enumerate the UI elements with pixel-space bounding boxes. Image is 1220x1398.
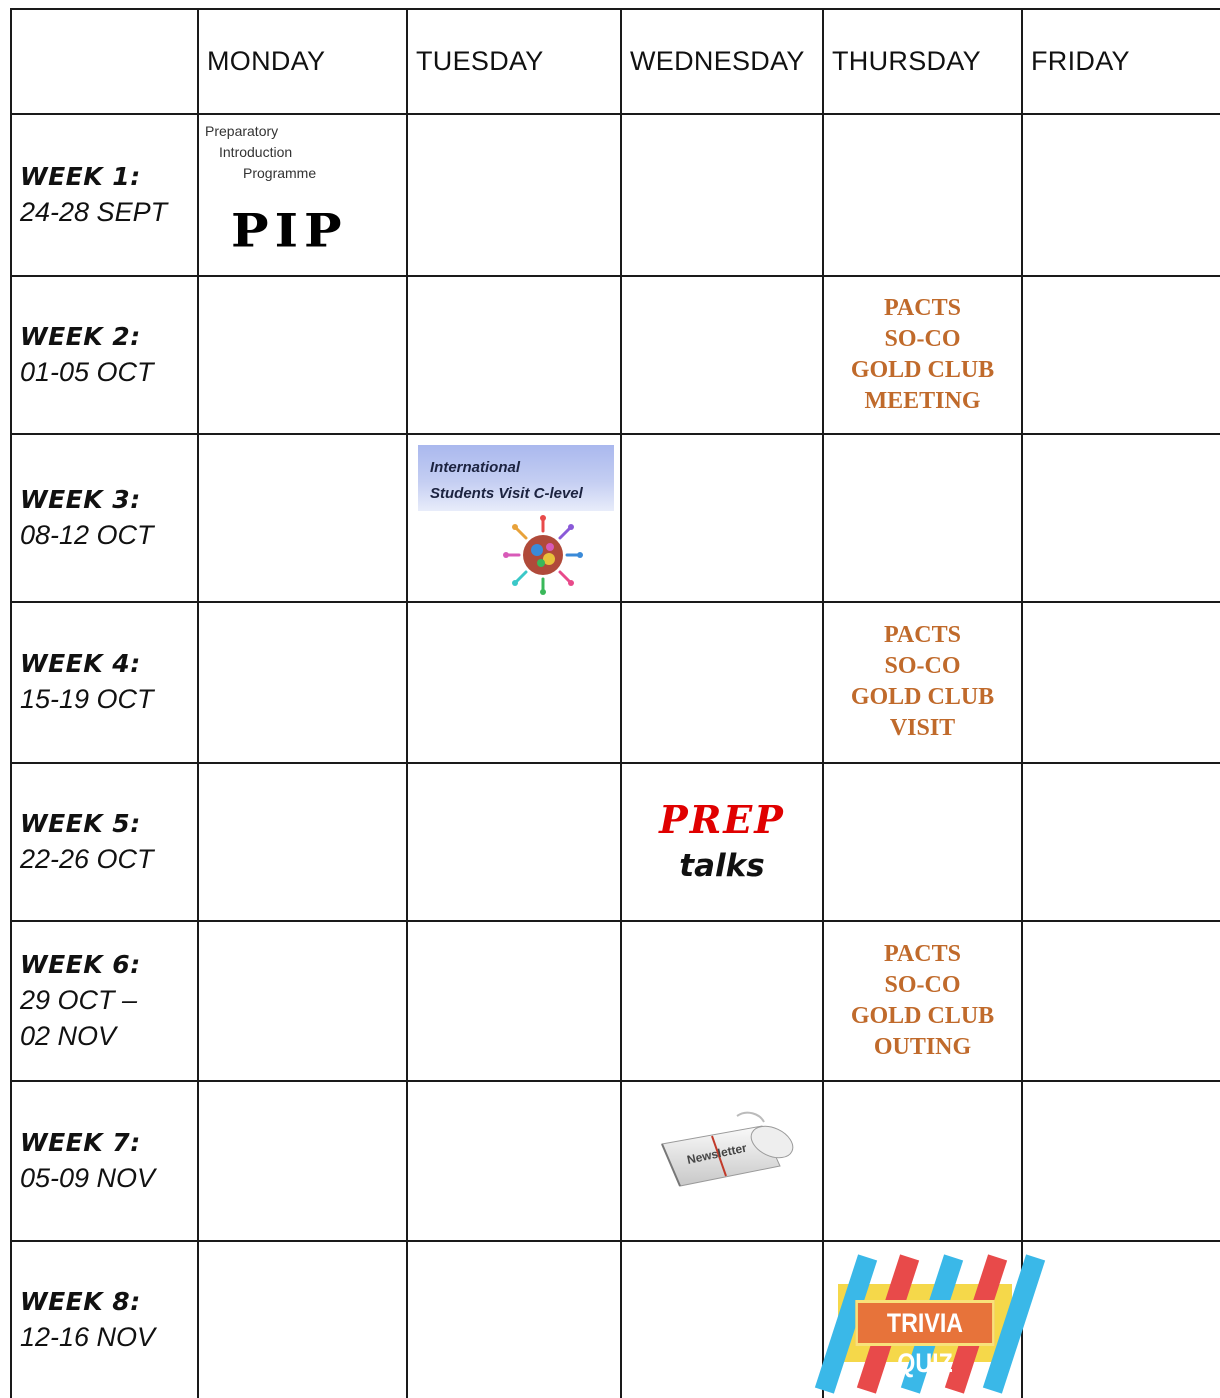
cell-week1-monday <box>198 114 407 276</box>
cell-week8-monday <box>198 1241 407 1398</box>
cell-week1-tuesday <box>407 114 621 276</box>
week-cell <box>11 1241 198 1398</box>
week-row-7 <box>11 1081 1220 1241</box>
cell-week2-monday <box>198 276 407 434</box>
trivia-quiz-badge <box>838 1284 1012 1378</box>
pip-line-1: Preparatory <box>205 123 279 140</box>
trivia-quiz-label: TRIVIA QUIZ <box>855 1300 994 1346</box>
week-label: WEEK 5: <box>20 808 141 838</box>
week-row-3 <box>11 434 1220 602</box>
pacts-line: PACTS <box>884 622 961 649</box>
pacts-meeting-event <box>824 293 1021 417</box>
cell-week7-monday <box>198 1081 407 1241</box>
week-label: WEEK 6: <box>20 949 141 979</box>
pacts-visit-event <box>824 620 1021 744</box>
week-row-4 <box>11 602 1220 762</box>
day-header-thursday: THURSDAY <box>823 9 1022 114</box>
pacts-line: OUTING <box>873 1033 972 1060</box>
pacts-line: GOLD CLUB <box>850 684 995 711</box>
week-label: WEEK 7: <box>20 1127 141 1157</box>
pacts-line: VISIT <box>889 715 956 742</box>
cell-week6-tuesday <box>407 921 621 1081</box>
cell-week8-friday <box>1022 1241 1220 1398</box>
prep-talks-label: talks <box>679 847 765 884</box>
cell-week1-wednesday <box>621 114 823 276</box>
cell-week7-wednesday <box>621 1081 823 1241</box>
cell-week3-monday <box>198 434 407 602</box>
newsletter-mouse-icon <box>652 1104 802 1204</box>
week-dates: 15-19 OCT <box>20 684 154 715</box>
cell-week1-friday <box>1022 114 1220 276</box>
pip-event <box>205 121 402 271</box>
day-header-monday: MONDAY <box>198 9 407 114</box>
week-cell <box>11 763 198 921</box>
week-dates: 01-05 OCT <box>20 357 154 388</box>
week-row-6 <box>11 921 1220 1081</box>
week-cell <box>11 276 198 434</box>
cell-week4-wednesday <box>621 602 823 762</box>
cell-week1-thursday <box>823 114 1022 276</box>
week-label: WEEK 3: <box>20 485 141 515</box>
pacts-line: MEETING <box>864 388 981 415</box>
international-line-1: International <box>430 459 521 477</box>
cell-week4-tuesday <box>407 602 621 762</box>
week-cell <box>11 602 198 762</box>
pip-line-2: Introduction <box>219 144 293 161</box>
prep-talks-event <box>622 796 822 888</box>
newsletter-label: Newsletter <box>685 1140 749 1167</box>
cell-week4-monday <box>198 602 407 762</box>
globe-people-icon <box>503 515 583 595</box>
pacts-line: SO-CO <box>884 326 961 353</box>
corner-cell <box>11 9 198 114</box>
pacts-line: SO-CO <box>884 971 961 998</box>
cell-week5-thursday <box>823 763 1022 921</box>
schedule-table <box>10 8 1220 1398</box>
cell-week6-monday <box>198 921 407 1081</box>
cell-week2-friday <box>1022 276 1220 434</box>
cell-week3-thursday <box>823 434 1022 602</box>
cell-week2-thursday <box>823 276 1022 434</box>
cell-week4-thursday <box>823 602 1022 762</box>
pacts-line: SO-CO <box>884 653 961 680</box>
week-dates: 22-26 OCT <box>20 843 154 874</box>
international-line-2: Students Visit C-level <box>430 485 583 503</box>
day-header-tuesday: TUESDAY <box>407 9 621 114</box>
international-banner <box>418 445 614 511</box>
cell-week6-thursday <box>823 921 1022 1081</box>
cell-week6-wednesday <box>621 921 823 1081</box>
pacts-line: PACTS <box>884 295 961 322</box>
day-header-friday: FRIDAY <box>1022 9 1220 114</box>
cell-week2-tuesday <box>407 276 621 434</box>
cell-week4-friday <box>1022 602 1220 762</box>
week-label: WEEK 2: <box>20 322 141 352</box>
cell-week5-wednesday <box>621 763 823 921</box>
week-dates: 08-12 OCT <box>20 520 154 551</box>
week-label: WEEK 8: <box>20 1286 141 1316</box>
week-cell <box>11 114 198 276</box>
header-row <box>11 9 1220 114</box>
week-cell <box>11 434 198 602</box>
week-cell <box>11 921 198 1081</box>
cell-week8-wednesday <box>621 1241 823 1398</box>
week-label: WEEK 4: <box>20 649 141 679</box>
prep-logo: PREP <box>659 796 785 842</box>
week-dates: 29 OCT – <box>20 984 138 1015</box>
week-row-1 <box>11 114 1220 276</box>
week-dates-line-2: 02 NOV <box>20 1020 117 1051</box>
week-label: WEEK 1: <box>20 162 141 192</box>
cell-week5-friday <box>1022 763 1220 921</box>
pip-logo: PIP <box>231 203 348 258</box>
cell-week2-wednesday <box>621 276 823 434</box>
week-cell <box>11 1081 198 1241</box>
week-row-5 <box>11 763 1220 921</box>
cell-week6-friday <box>1022 921 1220 1081</box>
pacts-line: GOLD CLUB <box>850 357 995 384</box>
cell-week8-tuesday <box>407 1241 621 1398</box>
pip-line-3: Programme <box>243 165 317 182</box>
week-row-8 <box>11 1241 1220 1398</box>
cell-week7-tuesday <box>407 1081 621 1241</box>
day-header-wednesday: WEDNESDAY <box>621 9 823 114</box>
cell-week7-thursday <box>823 1081 1022 1241</box>
cell-week7-friday <box>1022 1081 1220 1241</box>
cell-week5-monday <box>198 763 407 921</box>
pacts-outing-event <box>824 939 1021 1063</box>
pacts-line: GOLD CLUB <box>850 1002 995 1029</box>
week-dates: 24-28 SEPT <box>20 197 168 228</box>
cell-week5-tuesday <box>407 763 621 921</box>
week-dates: 12-16 NOV <box>20 1321 156 1352</box>
cell-week3-friday <box>1022 434 1220 602</box>
cell-week3-tuesday <box>407 434 621 602</box>
week-row-2 <box>11 276 1220 434</box>
week-dates: 05-09 NOV <box>20 1162 156 1193</box>
cell-week8-thursday <box>823 1241 1022 1398</box>
cell-week3-wednesday <box>621 434 823 602</box>
pacts-line: PACTS <box>884 940 961 967</box>
